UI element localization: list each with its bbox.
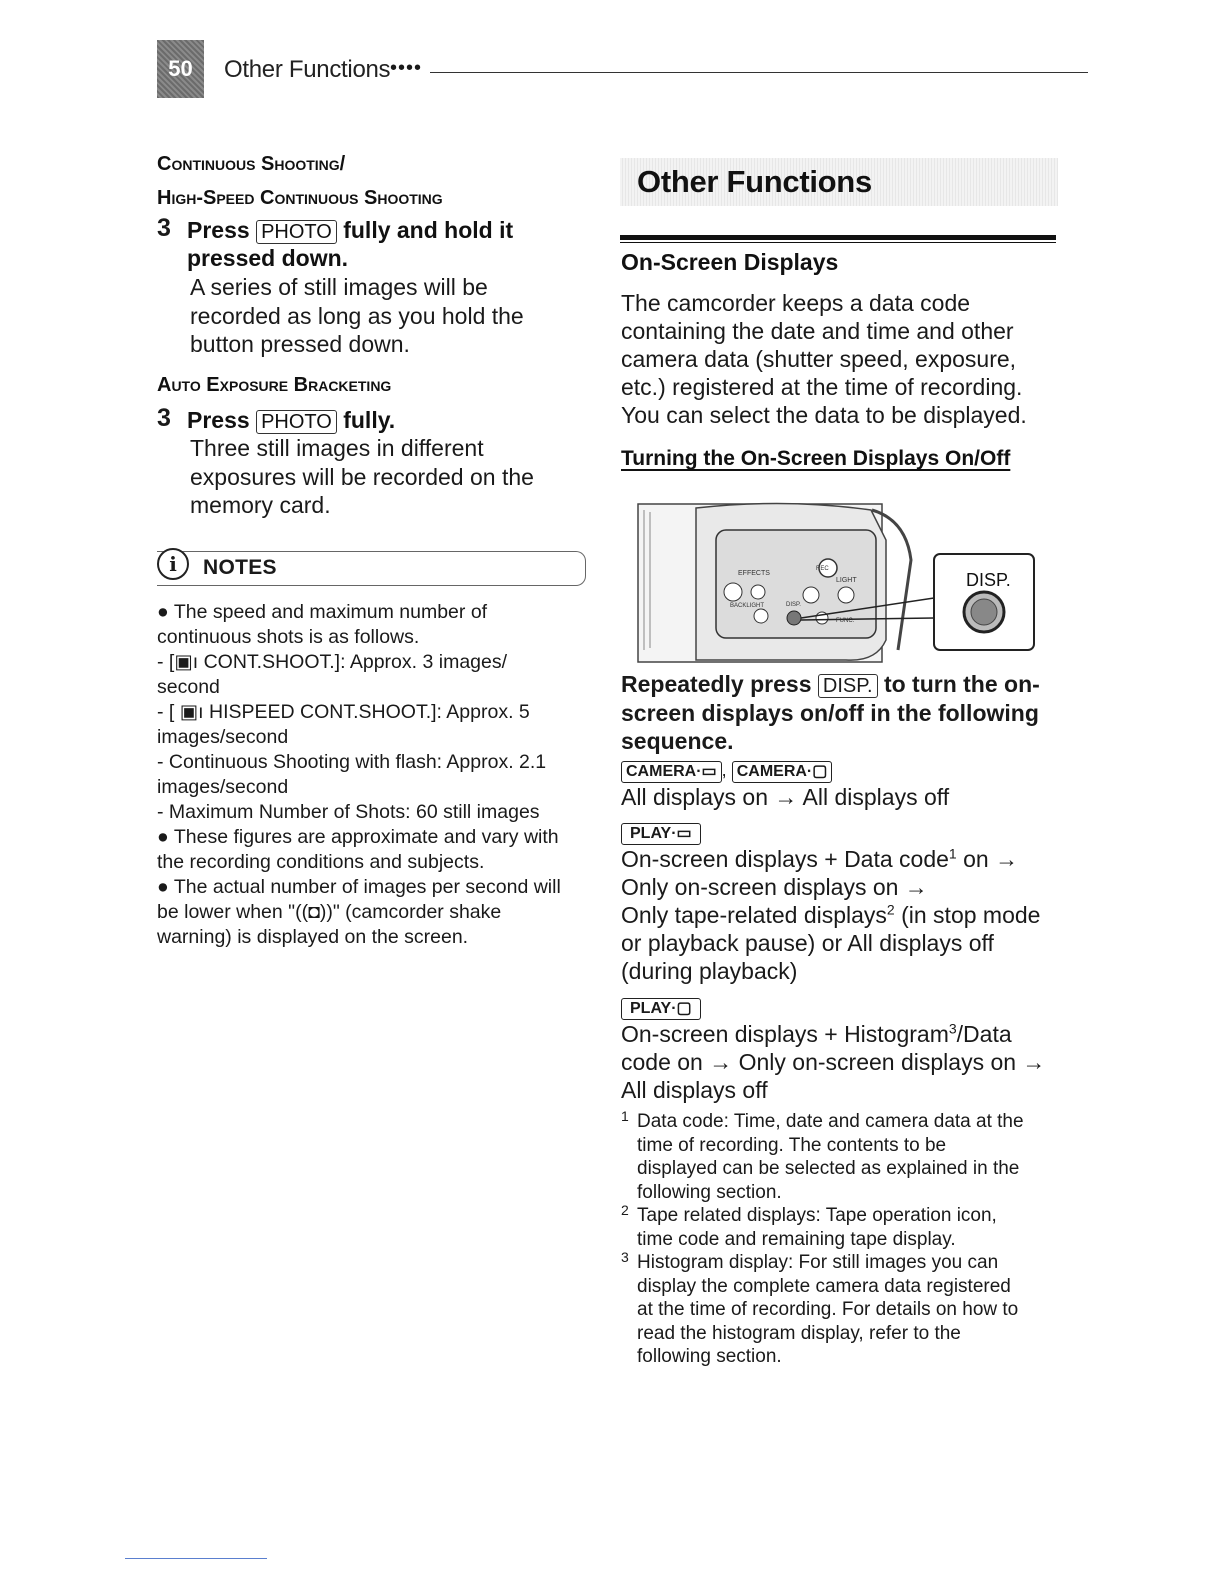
mode-badge-play-card: PLAY·▢ bbox=[621, 998, 701, 1020]
intro-line: The camcorder keeps a data code bbox=[621, 290, 971, 316]
page-number: 50 bbox=[168, 56, 193, 81]
footnote: 2 Tape related displays: Tape operation icon, time code and remaining tape display. bbox=[621, 1204, 1061, 1251]
footnote-line: Histogram display: For still images you can bbox=[637, 1252, 999, 1273]
step-text: fully. bbox=[343, 407, 396, 433]
intro-line: etc.) registered at the time of recording. bbox=[621, 374, 1023, 400]
section-title: Other Functions bbox=[637, 164, 872, 199]
instruction-paragraph bbox=[621, 670, 1071, 756]
header-rule bbox=[430, 72, 1088, 73]
note-line: images/second bbox=[157, 726, 289, 748]
subheading-on-screen-displays: On-Screen Displays bbox=[621, 249, 839, 275]
mode2-line: (during playback) bbox=[621, 958, 798, 984]
func-button bbox=[803, 587, 819, 603]
mode2-text bbox=[621, 845, 1061, 985]
body-line: recorded as long as you hold the bbox=[190, 302, 524, 329]
notes-list bbox=[157, 600, 597, 950]
footnote-line: display the complete camera data registered bbox=[637, 1275, 1011, 1297]
mode3-line bbox=[621, 1020, 1061, 1048]
instruction-text: to turn the on- bbox=[883, 671, 1040, 697]
step-text: Press bbox=[187, 217, 250, 243]
callout-label: DISP. bbox=[966, 570, 1011, 590]
heading-auto-exposure-bracketing: Auto Exposure Bracketing bbox=[157, 374, 392, 396]
instruction-line: screen displays on/off in the following bbox=[621, 699, 1039, 726]
body-line: A series of still images will be bbox=[190, 274, 488, 300]
note-line: - Continuous Shooting with flash: Approx. 2.1 bbox=[157, 751, 547, 773]
footer-rule bbox=[125, 1558, 267, 1559]
footnote-line: following section. bbox=[637, 1346, 782, 1367]
mode-badge-camera-tape: CAMERA·▭ bbox=[621, 761, 722, 783]
mode2-text-part: on → bbox=[956, 846, 1019, 872]
step-number: 3 bbox=[157, 214, 171, 242]
mode2-line bbox=[621, 845, 1061, 873]
light-button-2 bbox=[838, 587, 854, 603]
note-line: - [▣ı CONT.SHOOT.]: Approx. 3 images/ bbox=[157, 651, 508, 673]
mode-badge-play-tape: PLAY·▭ bbox=[621, 823, 701, 845]
intro-paragraph bbox=[621, 289, 1061, 429]
step-number: 3 bbox=[157, 404, 171, 432]
intro-line: You can select the data to be displayed. bbox=[621, 402, 1027, 428]
note-line: ● These figures are approximate and vary with bbox=[157, 826, 559, 848]
footnote-line: displayed can be selected as explained in the bbox=[637, 1158, 1020, 1179]
footnote-line: following section. bbox=[637, 1181, 782, 1203]
panel-label-effects: EFFECTS bbox=[738, 570, 770, 577]
heading-continuous-shooting: Continuous Shooting/ bbox=[157, 153, 346, 175]
body-line: exposures will be recorded on the bbox=[190, 463, 534, 490]
footnote-ref: 3 bbox=[948, 1020, 957, 1037]
mode-badge-camera-card: CAMERA·▢ bbox=[732, 761, 833, 783]
running-title-dots: •••• bbox=[390, 57, 423, 79]
mode2-text-part: On-screen displays + Data code bbox=[621, 846, 949, 872]
heading-high-speed: High-Speed Continuous Shooting bbox=[157, 187, 443, 209]
camcorder-illustration bbox=[636, 500, 1038, 666]
photo-key: PHOTO bbox=[256, 220, 337, 244]
instruction-line bbox=[621, 670, 1071, 699]
body-line: button pressed down. bbox=[190, 331, 410, 357]
section-rule-thin bbox=[620, 242, 1056, 243]
mode1-text: All displays on → All displays off bbox=[621, 784, 950, 810]
info-icon: i bbox=[157, 548, 189, 580]
footnote-line: Data code: Time, date and camera data at the bbox=[637, 1111, 1024, 1132]
body-line: memory card. bbox=[190, 492, 331, 518]
footnote-ref: 1 bbox=[948, 845, 957, 862]
mode3-text-part: On-screen displays + Histogram bbox=[621, 1021, 949, 1047]
footnotes bbox=[621, 1110, 1061, 1369]
footnote-line: Tape related displays: Tape operation icon, bbox=[637, 1205, 997, 1226]
note-line: the recording conditions and subjects. bbox=[157, 851, 485, 873]
panel-label-func: FUNC. bbox=[836, 618, 855, 624]
running-title: Other Functions bbox=[224, 56, 391, 83]
footnote-line: at the time of recording. For details on how to bbox=[637, 1299, 1019, 1320]
effects-button bbox=[751, 585, 765, 599]
mode3-line: code on → Only on-screen displays on → bbox=[621, 1049, 1046, 1075]
photo-key: PHOTO bbox=[256, 410, 337, 434]
step-text: Press bbox=[187, 407, 250, 433]
note-line: second bbox=[157, 676, 220, 698]
note-line: images/second bbox=[157, 776, 289, 798]
note-line: ● The speed and maximum number of bbox=[157, 601, 488, 623]
disp-button-center bbox=[971, 599, 997, 625]
section-rule bbox=[620, 235, 1056, 240]
body-line: Three still images in different bbox=[190, 435, 484, 461]
note-line: continuous shots is as follows. bbox=[157, 626, 420, 648]
intro-line: containing the date and time and other bbox=[621, 318, 1014, 344]
disp-button-small bbox=[787, 611, 801, 625]
step-body bbox=[190, 273, 524, 359]
notes-label: NOTES bbox=[203, 556, 277, 579]
note-line: ● The actual number of images per second will bbox=[157, 876, 561, 898]
mode3-text bbox=[621, 1020, 1061, 1104]
footnote-line: read the histogram display, refer to the bbox=[637, 1322, 961, 1344]
mode3-text-part: /Data bbox=[956, 1021, 1012, 1047]
disp-key: DISP. bbox=[818, 674, 878, 698]
subheading-turning-displays: Turning the On-Screen Displays On/Off bbox=[621, 447, 1011, 470]
panel-label-rec: REC bbox=[816, 566, 829, 572]
footnote-ref: 2 bbox=[886, 901, 895, 918]
note-line: - Maximum Number of Shots: 60 still images bbox=[157, 801, 540, 823]
mode-separator: , bbox=[721, 760, 727, 780]
mode3-line: All displays off bbox=[621, 1077, 768, 1103]
page-number-badge bbox=[157, 40, 204, 98]
footnote: 3 Histogram display: For still images you can display the complete camera data registered at the time of recording. For details on how to read the histogram display, refer to the following section. bbox=[621, 1251, 1061, 1369]
step-instruction-line2: pressed down. bbox=[187, 245, 349, 271]
step-instruction bbox=[187, 217, 513, 244]
mode-badge-row-play-tape bbox=[621, 822, 701, 845]
footnote-line: time code and remaining tape display. bbox=[637, 1228, 956, 1250]
intro-line: camera data (shutter speed, exposure, bbox=[621, 346, 1017, 372]
panel-label-disp: DISP. bbox=[786, 602, 801, 608]
backlight-button bbox=[754, 609, 768, 623]
note-line: - [ ▣ı HISPEED CONT.SHOOT.]: Approx. 5 bbox=[157, 701, 530, 723]
mode2-text-part: Only tape-related displays bbox=[621, 902, 887, 928]
instruction-line: sequence. bbox=[621, 728, 734, 754]
mode-badge-row-play-card bbox=[621, 997, 701, 1020]
footnote-line: time of recording. The contents to be bbox=[637, 1134, 947, 1156]
note-line: warning) is displayed on the screen. bbox=[157, 926, 469, 948]
mode-badges-camera bbox=[621, 760, 832, 783]
panel-label-backlight: BACKLIGHT bbox=[730, 603, 765, 609]
mode2-line: or playback pause) or All displays off bbox=[621, 930, 994, 956]
step-instruction bbox=[187, 407, 395, 434]
note-line: be lower when "((◘))" (camcorder shake bbox=[157, 901, 502, 923]
step-body bbox=[190, 434, 534, 520]
dial bbox=[724, 583, 742, 601]
step-text: fully and hold it bbox=[343, 217, 514, 243]
mode2-text-part: (in stop mode bbox=[894, 902, 1041, 928]
mode2-line bbox=[621, 901, 1061, 929]
footnote: 1 Data code: Time, date and camera data at the time of recording. The contents to be displayed can be selected as explained in the following section. bbox=[621, 1110, 1061, 1204]
mode2-line: Only on-screen displays on → bbox=[621, 874, 928, 900]
panel-label-light: LIGHT bbox=[836, 577, 857, 584]
instruction-text: Repeatedly press bbox=[621, 671, 812, 697]
